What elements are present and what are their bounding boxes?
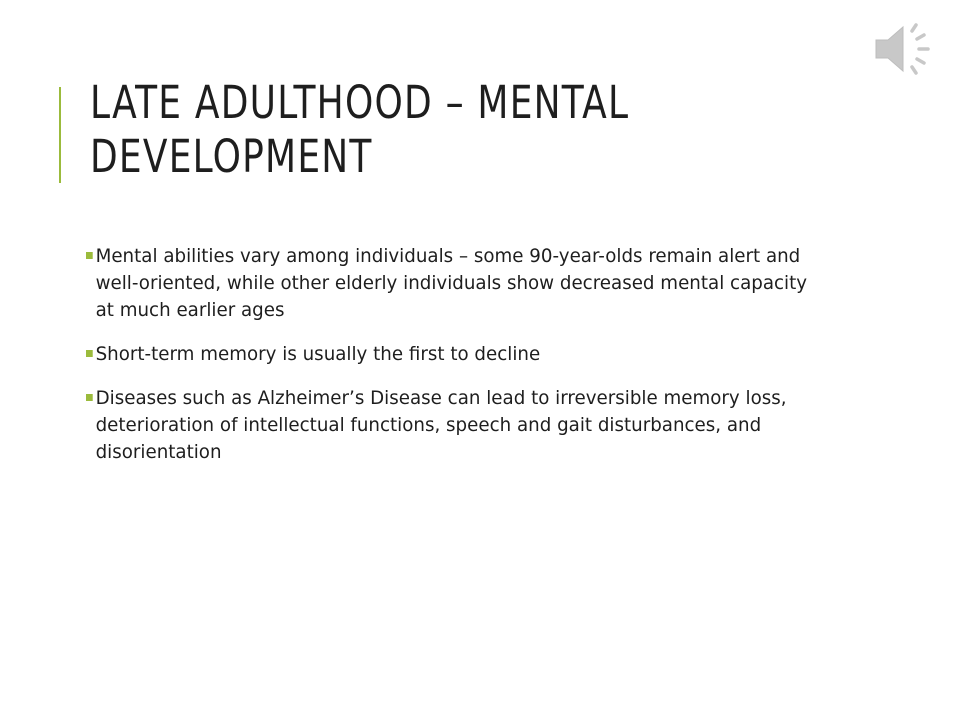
- speaker-icon[interactable]: [872, 18, 936, 80]
- bullet-item: [86, 243, 816, 324]
- bullet-text: Short-term memory is usually the first to decline: [95, 343, 541, 365]
- slide-title-line-1: LATE ADULTHOOD – MENTAL: [90, 76, 630, 129]
- bullet-text: Diseases such as Alzheimer’s Disease can lead to irreversible memory loss, deterioration of intellectual functions, speech and gait disturbances, and disorientation: [95, 387, 787, 463]
- slide-title: [90, 76, 714, 184]
- bullet-text: Mental abilities vary among individuals – some 90-year-olds remain alert and well-oriented, while other elderly individuals show decreased mental capacity at much earlier ages: [95, 245, 808, 321]
- slide-title-line-2: DEVELOPMENT: [90, 130, 373, 183]
- bullet-item: [86, 385, 816, 466]
- bullet-list: [86, 243, 846, 483]
- title-accent-bar: [59, 87, 61, 183]
- square-bullet-icon: [86, 350, 93, 357]
- square-bullet-icon: [86, 252, 93, 259]
- bullet-item: [86, 341, 816, 368]
- square-bullet-icon: [86, 394, 93, 401]
- speaker-body-icon: [876, 27, 903, 71]
- sound-waves-icon: [912, 25, 928, 73]
